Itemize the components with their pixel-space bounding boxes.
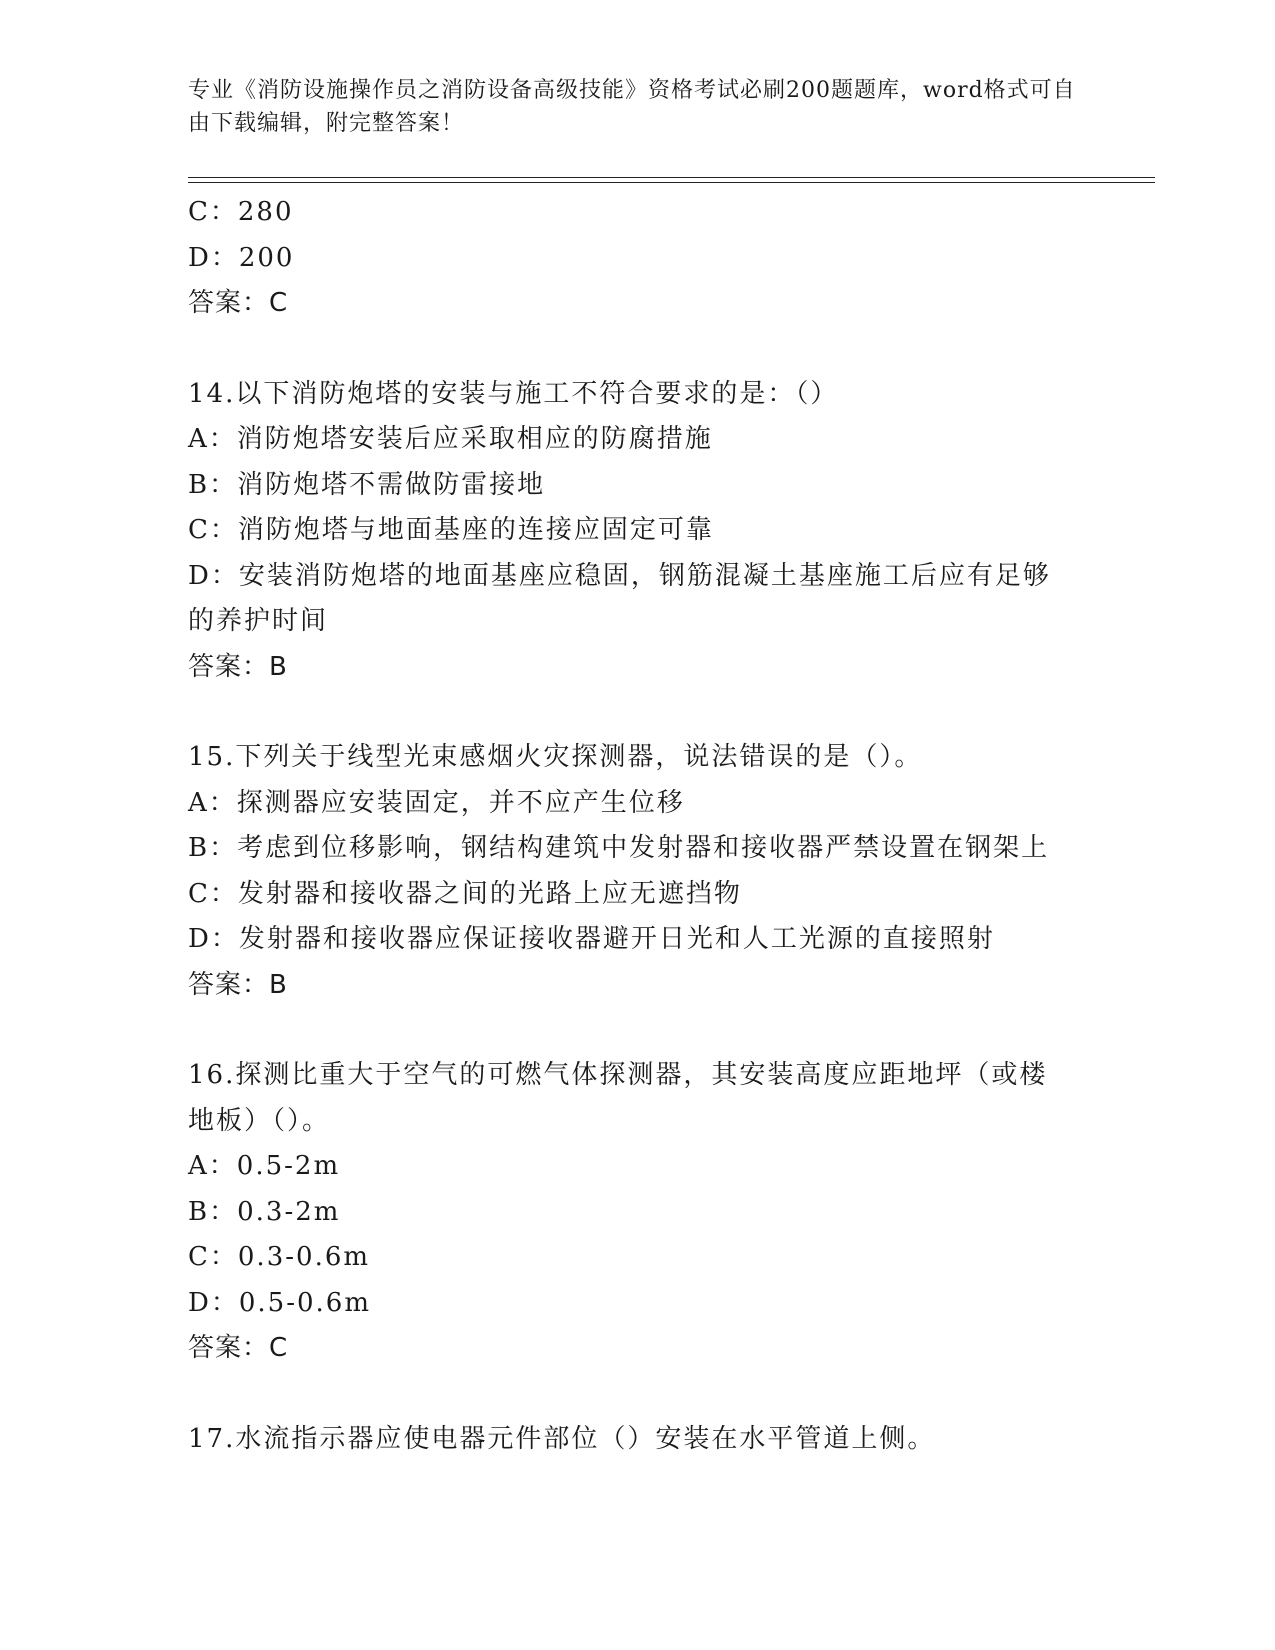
spacer bbox=[188, 1372, 1088, 1417]
q14-answer: 答案：B bbox=[188, 651, 288, 682]
q13-answer: 答案：C bbox=[188, 288, 289, 318]
question-content bbox=[188, 190, 1088, 1462]
q13-option-d: D：200 bbox=[188, 242, 295, 273]
q15-option-c: C：发射器和接收器之间的光路上应无遮挡物 bbox=[188, 878, 742, 909]
q15-option-b: B：考虑到位移影响，钢结构建筑中发射器和接收器严禁设置在钢架上 bbox=[188, 833, 1050, 863]
q13-option-c: C：280 bbox=[188, 197, 294, 227]
q14-option-c: C：消防炮塔与地面基座的连接应固定可靠 bbox=[188, 515, 714, 545]
document-header: 专业《消防设施操作员之消防设备高级技能》资格考试必刷200题题库，word格式可自由下载编辑，附完整答案！ bbox=[188, 78, 1076, 136]
spacer bbox=[188, 690, 1088, 735]
header-divider-bottom bbox=[188, 182, 1155, 183]
q14-option-d-line2: 的养护时间 bbox=[188, 606, 329, 636]
spacer bbox=[188, 1008, 1088, 1053]
q14-option-a: A：消防炮塔安装后应采取相应的防腐措施 bbox=[188, 424, 713, 454]
q17-question: 17.水流指示器应使电器元件部位（）安装在水平管道上侧。 bbox=[188, 1423, 936, 1454]
q14-option-d-line1: D：安装消防炮塔的地面基座应稳固，钢筋混凝土基座施工后应有足够 bbox=[188, 560, 1051, 591]
header-divider-top bbox=[188, 177, 1155, 178]
q16-question-line1: 16.探测比重大于空气的可燃气体探测器，其安装高度应距地坪（或楼 bbox=[188, 1060, 1048, 1090]
q16-option-d: D：0.5-0.6m bbox=[188, 1287, 371, 1318]
q16-option-a: A：0.5-2m bbox=[188, 1151, 341, 1181]
q15-question: 15.下列关于线型光束感烟火灾探测器，说法错误的是（）。 bbox=[188, 742, 923, 772]
q15-answer: 答案：B bbox=[188, 969, 288, 1000]
q16-option-c: C：0.3-0.6m bbox=[188, 1242, 371, 1272]
q16-question-line2: 地板）（）。 bbox=[188, 1105, 331, 1136]
q15-option-a: A：探测器应安装固定，并不应产生位移 bbox=[188, 787, 685, 818]
spacer bbox=[188, 327, 1088, 372]
q14-option-b: B：消防炮塔不需做防雷接地 bbox=[188, 469, 546, 500]
q16-option-b: B：0.3-2m bbox=[188, 1196, 341, 1227]
q14-question: 14.以下消防炮塔的安装与施工不符合要求的是：（） bbox=[188, 378, 839, 409]
q15-option-d: D：发射器和接收器应保证接收器避开日光和人工光源的直接照射 bbox=[188, 924, 995, 954]
q16-answer: 答案：C bbox=[188, 1333, 289, 1363]
